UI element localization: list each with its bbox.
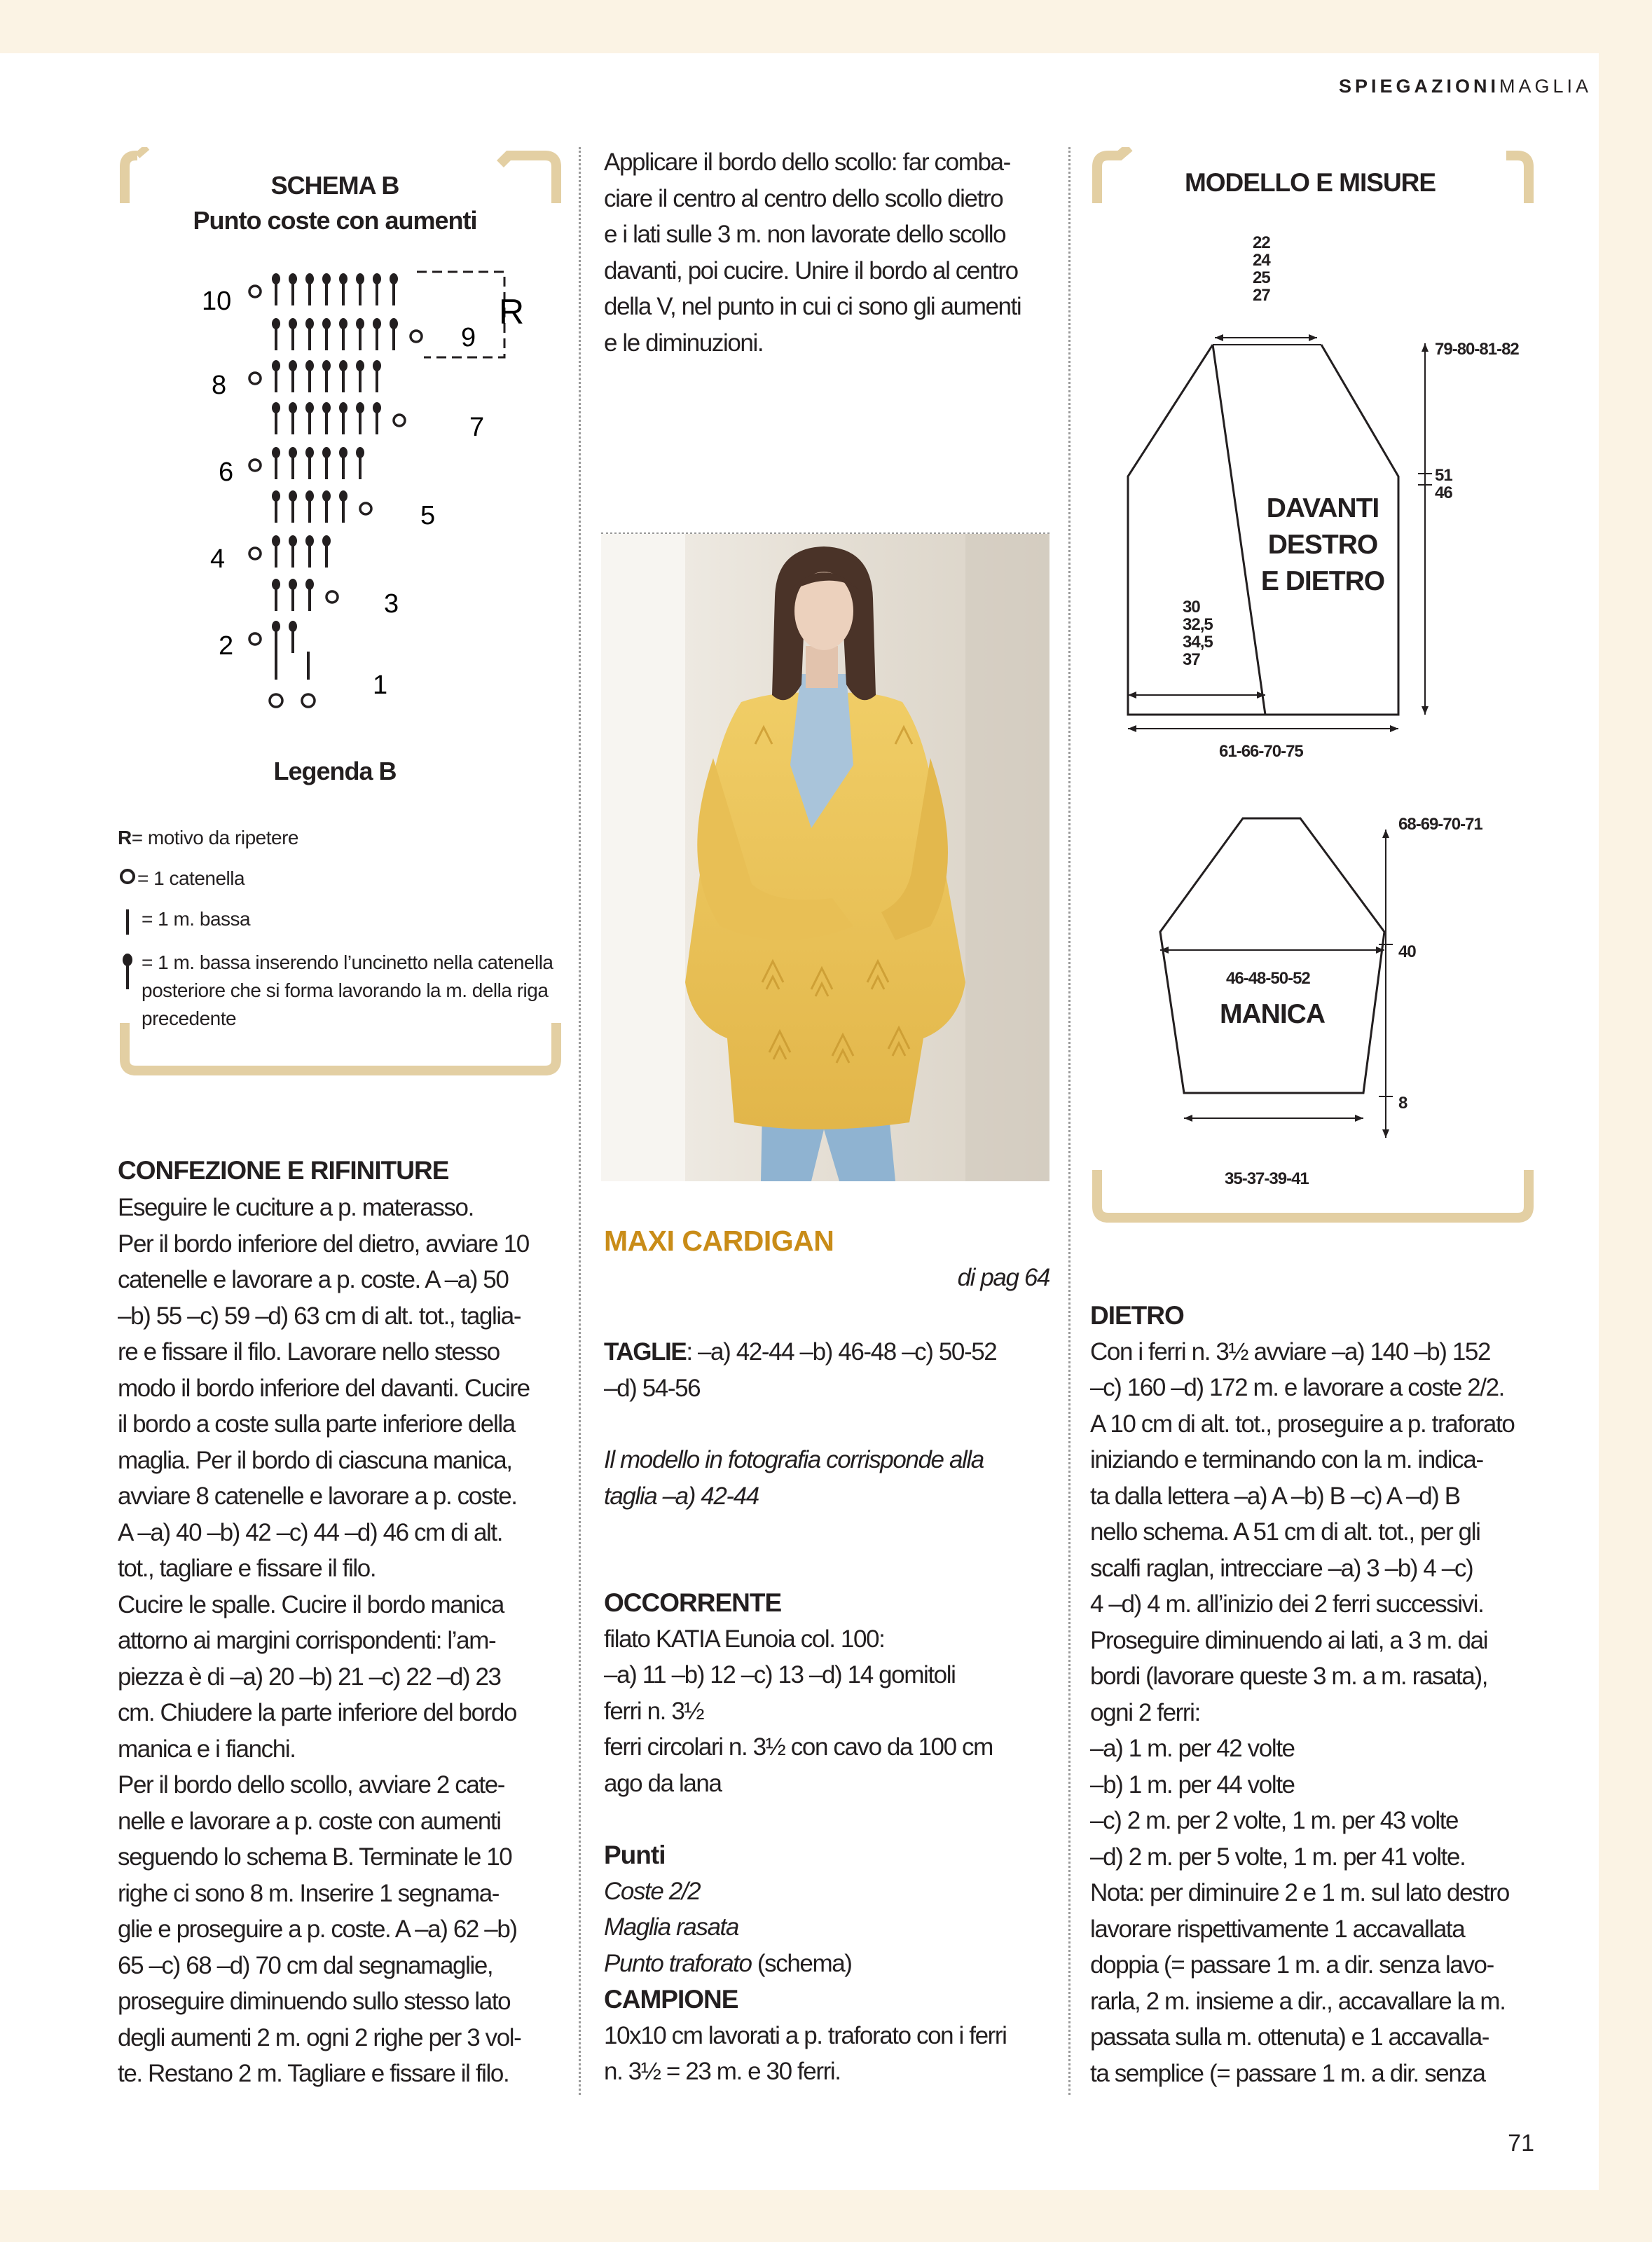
body-piece-label: DAVANTI DESTRO E DIETRO [1260, 493, 1385, 596]
dim-sleeve-bottom: 35-37-39-41 [1225, 1169, 1309, 1188]
confezione-line-11: tot., tagliare e fissare il filo. [118, 1555, 376, 1582]
campione-line-1: 10x10 cm lavorati a p. traforato con i ferri [604, 2021, 1007, 2049]
stitch-head [272, 360, 280, 371]
punti-section [604, 1837, 1059, 2090]
stitch-head [339, 318, 347, 329]
stitch-head [305, 360, 314, 371]
stitch-head [305, 579, 314, 590]
confezione-line-17: Per il bordo dello scollo, avviare 2 cate- [118, 1771, 505, 1799]
taglie-label: TAGLIE [604, 1338, 687, 1366]
back-loop-stitch-icon [118, 949, 137, 991]
campione-title: CAMPIONE [604, 1985, 738, 2014]
confezione-line-2: Per il bordo inferiore del dietro, avviare 10 [118, 1230, 529, 1258]
dietro-line-18: doppia (= passare 1 m. a dir. senza lavo- [1090, 1951, 1494, 1979]
legend-b-title: Legenda B [273, 757, 397, 785]
stitch-head [289, 579, 297, 590]
confezione-line-14: piezza è di –a) 20 –b) 21 –c) 22 –d) 23 [118, 1663, 501, 1691]
confezione-line-10: A –a) 40 –b) 42 –c) 44 –d) 46 cm di alt. [118, 1518, 503, 1546]
dietro-line-19: rarla, 2 m. insieme a dir., accavallare la m. [1090, 1987, 1506, 2015]
dietro-line-1: Con i ferri n. 3½ avviare –a) 140 –b) 152 [1090, 1337, 1491, 1366]
occorrente-section [604, 1585, 1059, 1801]
schema-b-title: SCHEMA B [270, 171, 399, 200]
dim-total-height: 79-80-81-82 [1435, 340, 1519, 359]
legend-item-back-loop [118, 949, 566, 1033]
body-schematic [1090, 224, 1539, 1205]
chain-stitch [394, 415, 405, 426]
dim-sleeve-cuff: 8 [1398, 1094, 1407, 1113]
stitch-head [272, 402, 280, 413]
taglie-values-1: : –a) 42-44 –b) 46-48 –c) 50-52 [686, 1338, 997, 1366]
stitch-head [305, 447, 314, 458]
stitch-head [305, 318, 314, 329]
confezione-line-18: nelle e lavorare a p. coste con aumenti [118, 1807, 501, 1835]
cardigan-model-illustration [601, 534, 1049, 1181]
stitch-head [272, 579, 280, 590]
foundation-chain [302, 694, 315, 707]
product-photo [601, 534, 1049, 1181]
section-header [1339, 76, 1592, 97]
punti-coste: Coste 2/2 [604, 1877, 701, 1905]
schema-b-subtitle: Punto coste con aumenti [193, 206, 477, 235]
stitch-head [289, 621, 297, 632]
stitch-head [272, 490, 280, 502]
legend-repeat-symbol: R [118, 827, 132, 848]
stitch-head [373, 318, 381, 329]
single-crochet-icon [118, 905, 137, 936]
occorrente-list [604, 1621, 1059, 1802]
stitch-head [272, 535, 280, 546]
stitch-head [339, 360, 347, 371]
legend-chain-text: = 1 catenella [137, 867, 245, 889]
confezione-line-4: –b) 55 –c) 59 –d) 63 cm di alt. tot., taglia- [118, 1302, 521, 1330]
dietro-line-16: Nota: per diminuire 2 e 1 m. sul lato destro [1090, 1879, 1509, 1906]
sleeve-piece-label: MANICA [1220, 999, 1325, 1029]
dietro-title: DIETRO [1090, 1301, 1184, 1330]
chain-stitch [249, 633, 261, 645]
row-num-3: 3 [384, 589, 399, 619]
dietro-line-2: –c) 160 –d) 172 m. e lavorare a coste 2/2. [1090, 1374, 1505, 1401]
stitch-head [322, 360, 331, 371]
maxi-title: MAXI CARDIGAN [604, 1225, 834, 1257]
stitch-head [272, 318, 280, 329]
dim-front-width: 30 32,5 34,5 37 [1183, 598, 1213, 669]
occorrente-line-3: ferri n. 3½ [604, 1697, 704, 1725]
stitch-head [322, 535, 331, 546]
row-num-2: 2 [219, 631, 234, 661]
col2-line-2: ciare il centro al centro dello scollo dietro [604, 184, 1003, 212]
stitch-head [390, 318, 398, 329]
col2-line-4: davanti, poi cucire. Unire il bordo al centro [604, 256, 1018, 284]
stitch-head [339, 490, 347, 502]
confezione-line-23: proseguire diminuendo sullo stesso lato [118, 1988, 511, 2015]
chain-stitch [249, 286, 261, 297]
stitch-head [339, 447, 347, 458]
dim-body-width: 61-66-70-75 [1219, 742, 1303, 761]
taglie-line-2: –d) 54-56 [604, 1374, 701, 1402]
punti-traforato-suffix: (schema) [751, 1949, 852, 1977]
occorrente-line-5: ago da lana [604, 1769, 722, 1797]
stitch-head [289, 535, 297, 546]
confezione-line-3: catenelle e lavorare a p. coste. A –a) 50 [118, 1266, 509, 1293]
confezione-line-15: cm. Chiudere la parte inferiore del bordo [118, 1699, 517, 1726]
chain-stitch [360, 503, 371, 514]
taglie-section [604, 1334, 1059, 1406]
header-subsection: MAGLIA [1499, 76, 1592, 97]
modello-title: MODELLO E MISURE [1184, 168, 1436, 197]
col2-line-1: Applicare il bordo dello scollo: far comba- [604, 149, 1010, 176]
stitch-head [356, 402, 364, 413]
foto-size-note [604, 1442, 1059, 1514]
legend-single-text: = 1 m. bassa [142, 908, 251, 930]
col2-line-6: e le diminuzioni. [604, 329, 764, 357]
punti-rasata: Maglia rasata [604, 1913, 738, 1941]
row-num-4: 4 [210, 544, 226, 574]
confezione-line-7: il bordo a coste sulla parte inferiore della [118, 1410, 515, 1438]
taglie-line-1 [604, 1334, 1059, 1370]
stitch-head [305, 535, 314, 546]
chart-stitch-marks [249, 273, 422, 707]
dietro-line-20: passata sulla m. ottenuta) e 1 accavalla- [1090, 2023, 1489, 2051]
header-section: SPIEGAZIONI [1338, 76, 1499, 97]
dietro-line-15: –d) 2 m. per 5 volte, 1 m. per 41 volte. [1090, 1843, 1466, 1871]
col2-top-lines [604, 144, 1059, 361]
dietro-line-3: A 10 cm di alt. tot., proseguire a p. traforato [1090, 1410, 1515, 1438]
stitch-head [305, 490, 314, 502]
sleeve-outline [1160, 818, 1384, 1093]
row-num-6: 6 [219, 458, 234, 487]
dietro-line-4: iniziando e terminando con la m. indica- [1090, 1446, 1483, 1473]
schema-b-title-block [118, 168, 552, 238]
dietro-line-7: scalfi raglan, intrecciare –a) 3 –b) 4 –c) [1090, 1554, 1473, 1582]
row-num-10: 10 [202, 287, 232, 316]
row-num-9: 9 [461, 323, 476, 352]
dietro-line-13: –b) 1 m. per 44 volte [1090, 1770, 1295, 1799]
punti-title: Punti [604, 1841, 666, 1869]
col2-line-5: della V, nel punto in cui ci sono gli aumenti [604, 293, 1021, 320]
dim-neck: 22 24 25 27 [1253, 233, 1270, 305]
column-divider-1 [579, 147, 581, 2095]
page-number: 71 [1508, 2130, 1534, 2157]
confezione-line-5: re e fissare il filo. Lavorare nello stesso [118, 1338, 500, 1366]
confezione-line-21: glie e proseguire a p. coste. A –a) 62 –b) [118, 1916, 517, 1943]
legend-item-single [118, 905, 566, 936]
confezione-line-13: attorno ai margini corrispondenti: l’am- [118, 1627, 496, 1654]
dim-sleeve-width: 46-48-50-52 [1226, 969, 1310, 988]
punti-traforato: Punto traforato [604, 1949, 752, 1977]
dietro-text [1090, 1334, 1546, 2092]
confezione-line-24: degli aumenti 2 m. ogni 2 righe per 3 vol- [118, 2023, 521, 2051]
crochet-chart-b [196, 259, 546, 729]
punti-traforato-line [604, 1946, 1059, 1982]
page-reference: di pag 64 [957, 1264, 1049, 1291]
stitch-head [272, 447, 280, 458]
stitch-head [356, 318, 364, 329]
row-num-8: 8 [212, 371, 227, 400]
occorrente-line-1: filato KATIA Eunoia col. 100: [604, 1625, 885, 1653]
stitch-head [356, 447, 364, 458]
stitch-head [322, 273, 331, 284]
stitch-head [373, 402, 381, 413]
row-num-5: 5 [420, 501, 436, 530]
stitch-head [289, 360, 297, 371]
stitch-head [322, 318, 331, 329]
chain-stitch-icon [118, 865, 137, 886]
col2-line-3: e i lati sulle 3 m. non lavorate dello scollo [604, 221, 1006, 248]
confezione-line-1: Eseguire le cuciture a p. materasso. [118, 1194, 474, 1221]
dim-sleeve-height: 68-69-70-71 [1398, 815, 1482, 834]
stitch-head [339, 402, 347, 413]
stitch-head [289, 273, 297, 284]
stitch-head [322, 402, 331, 413]
stitch-head [305, 273, 314, 284]
repeat-mark: R [499, 292, 525, 331]
chain-stitch [326, 591, 338, 603]
stitch-head [356, 273, 364, 284]
neck-border-text [604, 144, 1059, 361]
dietro-line-17: lavorare rispettivamente 1 accavallata [1090, 1915, 1465, 1943]
dietro-line-9: Proseguire diminuendo ai lati, a 3 m. dai [1090, 1626, 1488, 1654]
occorrente-line-2: –a) 11 –b) 12 –c) 13 –d) 14 gomitoli [604, 1661, 956, 1689]
confezione-line-20: righe ci sono 8 m. Inserire 1 segnama- [118, 1879, 500, 1907]
foto-line-1: Il modello in fotografia corrisponde alla [604, 1446, 984, 1473]
occorrente-line-4: ferri circolari n. 3½ con cavo da 100 cm [604, 1733, 993, 1761]
legend-item-chain [118, 865, 566, 893]
foto-line-2: taglia –a) 42-44 [604, 1482, 759, 1510]
confezione-line-16: manica e i fianchi. [118, 1735, 296, 1763]
dietro-line-14: –c) 2 m. per 2 volte, 1 m. per 43 volte [1090, 1807, 1459, 1834]
stitch-head [373, 360, 381, 371]
stitch-head [322, 447, 331, 458]
stitch-head [356, 360, 364, 371]
legend-item-repeat [118, 824, 566, 852]
confezione-line-25: te. Restano 2 m. Tagliare e fissare il filo. [118, 2060, 509, 2087]
stitch-head [289, 402, 297, 413]
column-divider-2 [1068, 147, 1071, 2095]
stitch-head [272, 273, 280, 284]
stitch-head [289, 490, 297, 502]
campione-line-2: n. 3½ = 23 m. e 30 ferri. [604, 2058, 841, 2085]
row-num-1: 1 [373, 670, 388, 700]
confezione-line-8: maglia. Per il bordo di ciascuna manica, [118, 1446, 512, 1474]
chain-stitch [249, 460, 261, 471]
stitch-head [390, 273, 398, 284]
stitch-head [289, 447, 297, 458]
confezione-text [118, 1190, 573, 2092]
stitch-head [322, 490, 331, 502]
dietro-line-8: 4 –d) 4 m. all’inizio dei 2 ferri successivi. [1090, 1590, 1484, 1618]
dietro-line-12: –a) 1 m. per 42 volte [1090, 1735, 1295, 1762]
legend-repeat-text: = motivo da ripetere [131, 827, 298, 848]
legend-back-loop-text: = 1 m. bassa inserendo l’uncinetto nella catenella posteriore che si forma lavorando la m. della riga precedente [142, 951, 553, 1029]
stitch-head [272, 621, 280, 632]
chain-stitch [249, 373, 261, 384]
confezione-section [118, 1152, 573, 2092]
occorrente-title: OCCORRENTE [604, 1588, 782, 1617]
stitch-head [373, 273, 381, 284]
confezione-line-19: seguendo lo schema B. Terminate le 10 [118, 1843, 512, 1871]
stitch-head [339, 273, 347, 284]
confezione-line-22: 65 –c) 68 –d) 70 cm dal segnamaglie, [118, 1951, 493, 1979]
chain-stitch [249, 548, 261, 559]
dietro-line-10: bordi (lavorare queste 3 m. a m. rasata), [1090, 1663, 1488, 1690]
confezione-line-12: Cucire le spalle. Cucire il bordo manica [118, 1590, 504, 1618]
confezione-title: CONFEZIONE E RIFINITURE [118, 1156, 449, 1185]
stitch-head [289, 318, 297, 329]
dietro-line-21: ta semplice (= passare 1 m. a dir. senza [1090, 2059, 1485, 2087]
stitch-head [305, 402, 314, 413]
row-num-7: 7 [469, 413, 485, 442]
foundation-chain [270, 694, 282, 707]
confezione-line-9: avviare 8 catenelle e lavorare a p. coste. [118, 1483, 517, 1510]
dim-armhole: 51 46 [1435, 466, 1452, 502]
dim-sleeve-top: 40 [1398, 942, 1416, 961]
dietro-line-5: ta dalla lettera –a) A –b) B –c) A –d) B [1090, 1482, 1460, 1510]
dietro-line-11: ogni 2 ferri: [1090, 1698, 1200, 1726]
legend-b-list [118, 824, 566, 1045]
confezione-line-6: modo il bordo inferiore del davanti. Cucire [118, 1374, 530, 1402]
dietro-section [1090, 1298, 1546, 2091]
dietro-line-6: nello schema. A 51 cm di alt. tot., per gli [1090, 1518, 1480, 1546]
chain-stitch [411, 331, 422, 342]
